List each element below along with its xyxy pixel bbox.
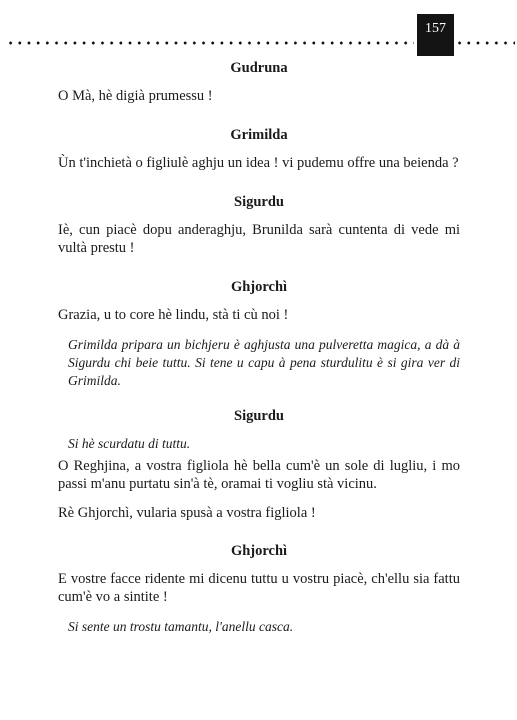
stage-direction: Si hè scurdatu di tuttu.	[68, 436, 191, 451]
speaker-name: Ghjorchì	[230, 279, 288, 295]
dialogue-line: Iè, cun piacè dopu anderaghju, Brunilda sarà cuntenta di vede mi vultà prestu !	[58, 222, 460, 256]
dialogue-line: E vostre facce ridente mi dicenu tuttu u vostru piacè, ch'ellu sia fattu cum'è vo a sintite !	[58, 571, 460, 605]
speaker-name: Sigurdu	[234, 194, 284, 210]
speaker-name: Gudruna	[230, 60, 288, 76]
dotted-rule-right	[455, 41, 515, 45]
stage-direction: Si sente un trostu tamantu, l'anellu casca.	[68, 619, 294, 634]
speaker-name: Grimilda	[230, 127, 288, 143]
dotted-rule-left	[6, 41, 414, 45]
page-number: 157	[417, 14, 454, 56]
stage-direction: Grimilda pripara un bichjeru è aghjusta una pulveretta magica, a dà à Sigurdu chi beie tuttu. Si tene u capu à pena sturdulitu è si gira ver di Grimilda.	[68, 337, 460, 388]
speaker-name: Ghjorchì	[230, 543, 288, 559]
dialogue-line: Ùn t'inchietà o figliulè aghju un idea ! vi pudemu offre una beienda ?	[58, 155, 459, 171]
page-body	[58, 58, 460, 636]
dialogue-line: Grazia, u to core hè lindu, stà ti cù noi !	[58, 307, 289, 323]
dialogue-line: O Reghjina, a vostra figliola hè bella cum'è un sole di lugliu, i mo passi m'anu purtatu sin'à tè, oramai ti vogliu stà vicinu.	[58, 458, 460, 492]
dialogue-line: O Mà, hè digià prumessu !	[58, 88, 213, 104]
speaker-name: Sigurdu	[234, 408, 284, 424]
dialogue-line: Rè Ghjorchì, vularia spusà a vostra figliola !	[58, 505, 316, 521]
